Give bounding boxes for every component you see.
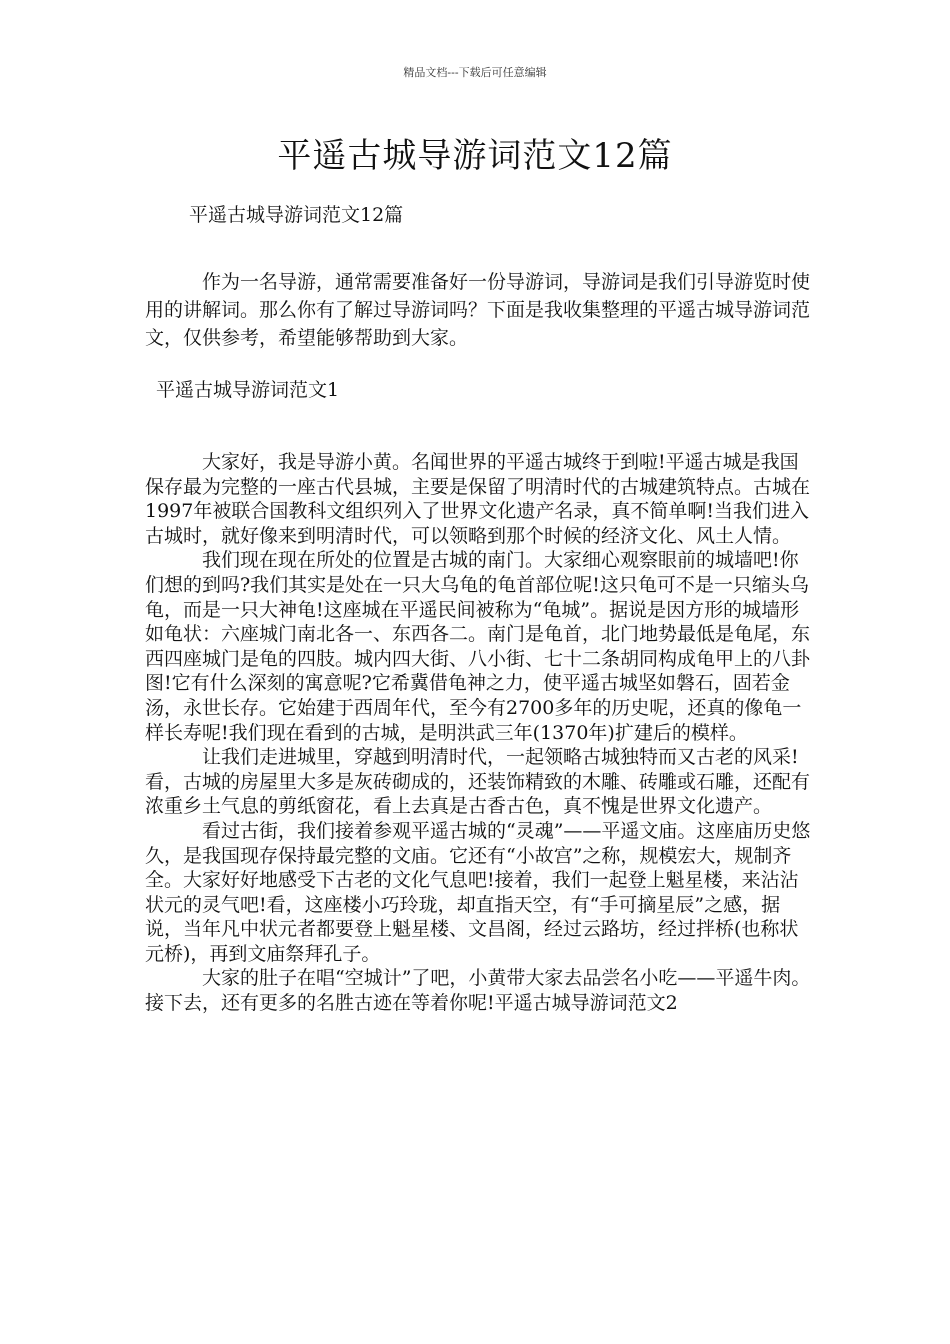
document-subtitle: 平遥古城导游词范文12篇	[189, 204, 404, 226]
intro-paragraph: 作为一名导游，通常需要准备好一份导游词，导游词是我们引导游览时使用的讲解词。那么你有了解过导游词吗？下面是我收集整理的平遥古城导游词范文，仅供参考，希望能够帮助到大家。	[145, 271, 811, 349]
body-paragraph: 让我们走进城里，穿越到明清时代，一起领略古城独特而又古老的风采!看，古城的房屋里大多是灰砖砌成的，还装饰精致的木雕、砖雕或石雕，还配有浓重乡土气息的剪纸窗花，看上去真是古香古色，真不愧是世界文化遗产。	[145, 746, 811, 818]
body-paragraph: 看过古街，我们接着参观平遥古城的“灵魂”——平遥文庙。这座庙历史悠久，是我国现存保持最完整的文庙。它还有“小故宫”之称，规模宏大，规制齐全。大家好好地感受下古老的文化气息吧!接着，我们一起登上魁星楼，来沾沾状元的灵气吧!看，这座楼小巧玲珑，却直指天空，有“手可摘星辰”之感，据说，当年凡中状元者都要登上魁星楼、文昌阁，经过云路坊，经过拌桥(也称状元桥)，再到文庙祭拜孔子。	[145, 819, 811, 965]
body-paragraph: 我们现在现在所处的位置是古城的南门。大家细心观察眼前的城墙吧!你们想的到吗?我们其实是处在一只大乌龟的龟首部位呢!这只龟可不是一只缩头乌龟，而是一只大神龟!这座城在平遥民间被称为“龟城”。据说是因方形的城墙形如龟状：六座城门南北各一、东西各二。南门是龟首，北门地势最低是龟尾，东西四座城门是龟的四肢。城内四大街、八小街、七十二条胡同构成龟甲上的八卦图!它有什么深刻的寓意呢?它希冀借龟神之力，使平遥古城坚如磐石，固若金汤，永世长存。它始建于西周年代，至今有2700多年的历史呢，还真的像龟一样长寿呢!我们现在看到的古城，是明洪武三年(1370年)扩建后的模样。	[145, 549, 811, 744]
article-body	[145, 450, 815, 1016]
body-paragraph: 大家好，我是导游小黄。名闻世界的平遥古城终于到啦!平遥古城是我国保存最为完整的一座古代县城，主要是保留了明清时代的古城建筑特点。古城在1997年被联合国教科文组织列入了世界文化遗产名录，真不简单啊!当我们进入古城时，就好像来到明清时代，可以领略到那个时候的经济文化、风土人情。	[145, 451, 811, 547]
page-header: 精品文档---下载后可任意编辑	[403, 66, 547, 79]
document-title: 平遥古城导游词范文12篇	[277, 136, 673, 176]
section-title: 平遥古城导游词范文1	[156, 379, 340, 401]
body-paragraph: 大家的肚子在唱“空城计”了吧，小黄带大家去品尝名小吃——平遥牛肉。接下去，还有更多的名胜古迹在等着你呢!平遥古城导游词范文2	[145, 967, 811, 1015]
